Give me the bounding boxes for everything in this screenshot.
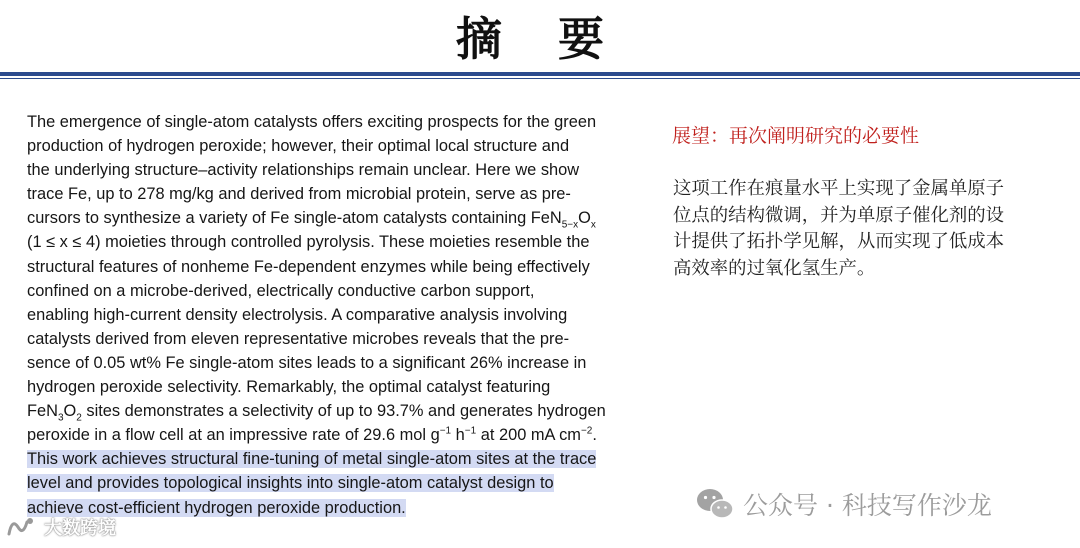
highlighted-line: This work achieves structural fine-tuning of metal single-atom sites at the trace	[27, 450, 597, 469]
abstract-line: peroxide in a flow cell at an impressive rate of 29.6 mol $g^{-1}$ $h^{-1}$ at 200 mA $cm^{-2}$.	[27, 425, 597, 445]
abstract-line: structural features of nonheme Fe-dependent enzymes while being effectively	[27, 257, 590, 276]
abstract-line: trace Fe, up to 278 mg/kg and derived from microbial protein, serve as pre-	[27, 185, 571, 204]
abstract-line: sence of 0.05 wt% Fe single-atom sites leads to a significant 26% increase in	[27, 353, 587, 372]
summary-line: 计提供了拓扑学见解，从而实现了低成本	[673, 231, 1005, 252]
abstract-line: hydrogen peroxide selectivity. Remarkably, the optimal catalyst featuring	[27, 378, 551, 397]
chinese-summary	[673, 176, 1065, 282]
abstract-line: cursors to synthesize a variety of Fe single-atom catalysts containing $FeN_{5-x}O_x$	[27, 209, 596, 231]
wechat-watermark	[695, 484, 992, 524]
abstract-text	[27, 110, 627, 520]
abstract-line: $FeN_3O_2$ sites demonstrates a selectivity of up to 93.7% and generates hydrogen	[27, 402, 606, 424]
wechat-watermark-text: 公众号 · 科技写作沙龙	[743, 491, 992, 520]
corner-watermark	[6, 512, 116, 542]
abstract-line: The emergence of single-atom catalysts offers exciting prospects for the green	[27, 113, 597, 131]
title-rule-thick	[0, 72, 1080, 76]
wechat-icon	[695, 487, 735, 521]
outlook-heading: 展望：再次阐明研究的必要性	[672, 125, 920, 147]
abstract-line: enabling high-current density electrolysis. A comparative analysis involving	[27, 305, 568, 324]
highlighted-line: achieve cost-efficient hydrogen peroxide production.	[27, 498, 406, 517]
abstract-line: production of hydrogen peroxide; however, their optimal local structure and	[27, 137, 570, 156]
highlighted-line: level and provides topological insights into single-atom catalyst design to	[27, 474, 554, 493]
abstract-line: the underlying structure–activity relationships remain unclear. Here we show	[27, 161, 580, 180]
page-title: 摘 要	[455, 12, 624, 66]
dashuju-logo-icon	[6, 515, 36, 539]
summary-line: 高效率的过氧化氢生产。	[673, 257, 876, 279]
abstract-line: confined on a microbe-derived, electrically conductive carbon support,	[27, 281, 535, 300]
abstract-line: (1 ≤ x ≤ 4) moieties through controlled pyrolysis. These moieties resemble the	[27, 233, 590, 252]
corner-watermark-text: 大数跨境	[44, 518, 116, 539]
title-rule-thin	[0, 78, 1080, 79]
summary-line: 这项工作在痕量水平上实现了金属单原子	[673, 178, 1005, 199]
abstract-line: catalysts derived from eleven representative microbes reveals that the pre-	[27, 329, 570, 348]
summary-line: 位点的结构微调，并为单原子催化剂的设	[673, 204, 1005, 226]
